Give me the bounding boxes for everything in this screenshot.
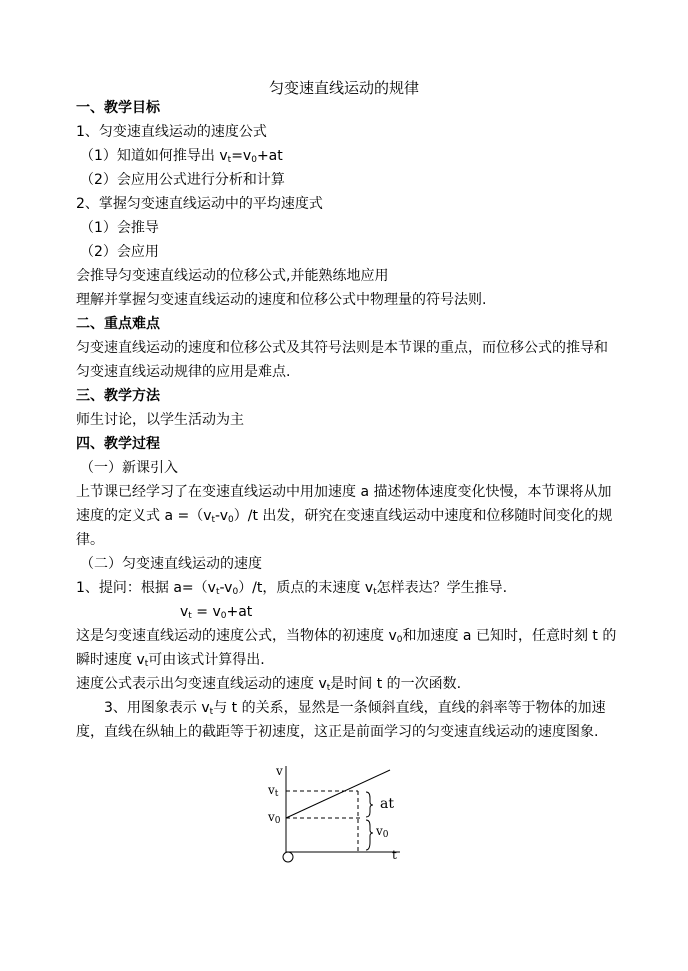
- objective-1-2: （2）会应用公式进行分析和计算: [80, 172, 285, 188]
- velocity-time-graph: [262, 762, 412, 866]
- velocity-formula: $v_t = v_0+at$: [180, 604, 253, 621]
- velocity-line: [286, 770, 390, 818]
- objective-2-2: （2）会应用: [80, 244, 159, 260]
- brace-v0-label: $v_0$: [376, 824, 389, 840]
- intro-line-2: 速度的定义式 $a =(v_t-v_0)/t$ 出发，研究在变速直线运动中速度和位移随时间变化的规: [76, 508, 613, 525]
- subsection-velocity: （二）匀变速直线运动的速度: [80, 556, 262, 572]
- key-points-line-1: 匀变速直线运动的速度和位移公式及其符号法则是本节课的重点，而位移公式的推导和: [76, 340, 608, 356]
- intro-line-1: 上节课已经学习了在变速直线运动中用加速度 a 描述物体速度变化快慢，本节课将从加: [76, 484, 612, 500]
- explanation-line-3: 速度公式表示出匀变速直线运动的速度 $v_t$是时间 t 的一次函数.: [76, 676, 462, 693]
- question-line: 1、提问：根据 $a=(v_t-v_0)/t$，质点的末速度 $v_t$怎样表达？学生推导.: [76, 580, 508, 597]
- key-points-line-2: 匀变速直线运动规律的应用是难点.: [76, 364, 291, 380]
- objective-1: 1、匀变速直线运动的速度公式: [76, 124, 267, 140]
- at-label: at: [380, 796, 394, 812]
- graph-description-line-2: 度，直线在纵轴上的截距等于初速度，这正是前面学习的匀变速直线运动的速度图象.: [76, 724, 599, 740]
- section-heading-objectives: 一、教学目标: [76, 100, 160, 116]
- section-heading-process: 四、教学过程: [76, 436, 160, 452]
- section-heading-key-points: 二、重点难点: [76, 316, 160, 332]
- explanation-line-1: 这是匀变速直线运动的速度公式，当物体的初速度 $v_0$和加速度 a 已知时，任意时刻 t 的: [76, 628, 617, 645]
- page-title: 匀变速直线运动的规律: [268, 79, 419, 97]
- t-axis-label: t: [392, 848, 397, 862]
- v-axis-label: v: [276, 764, 283, 778]
- objective-4: 理解并掌握匀变速直线运动的速度和位移公式中物理量的符号法则.: [76, 292, 487, 308]
- section-heading-methods: 三、教学方法: [76, 388, 160, 404]
- objective-1-1: （1）知道如何推导出 $v_t=v_0+at$: [80, 148, 283, 165]
- explanation-line-2: 瞬时速度 $v_t$可由该式计算得出.: [76, 652, 265, 669]
- objective-3: 会推导匀变速直线运动的位移公式,并能熟练地应用: [76, 268, 389, 284]
- origin-mark: [283, 852, 293, 862]
- graph-description-line-1: 3、用图象表示 $v_t$与 t 的关系，显然是一条倾斜直线，直线的斜率等于物体的加速: [104, 700, 606, 717]
- subsection-intro: （一）新课引入: [80, 460, 178, 476]
- v0-label: $v_0$: [268, 810, 281, 826]
- at-brace: [366, 792, 373, 817]
- intro-line-3: 律。: [76, 532, 104, 548]
- vt-label: $v_t$: [268, 783, 279, 799]
- v0-brace: [366, 820, 373, 850]
- objective-2-1: （1）会推导: [80, 220, 159, 236]
- methods-text: 师生讨论，以学生活动为主: [76, 412, 244, 428]
- objective-2: 2、掌握匀变速直线运动中的平均速度式: [76, 196, 323, 212]
